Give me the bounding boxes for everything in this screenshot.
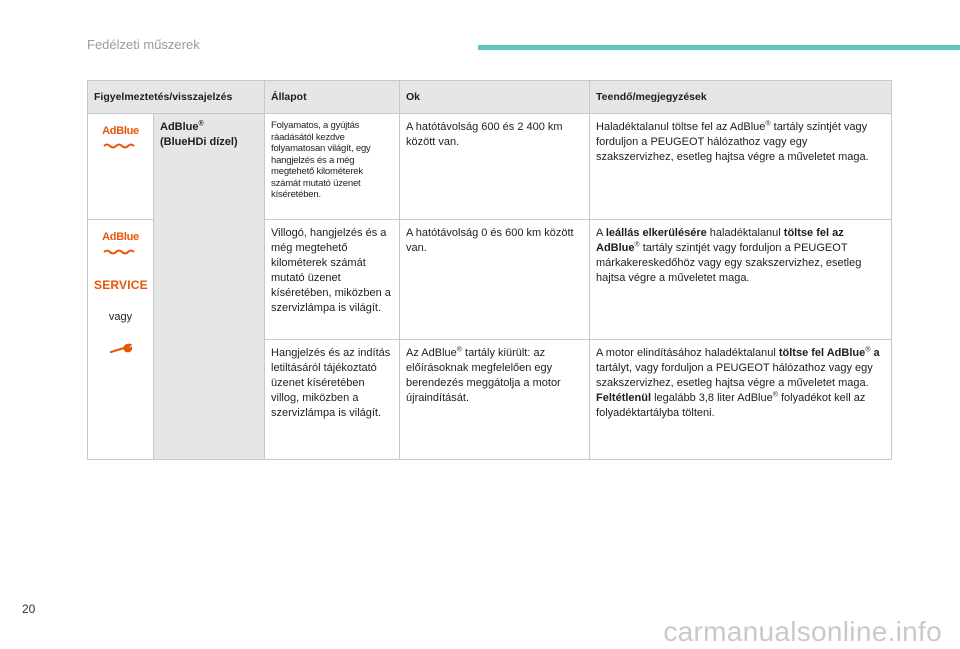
cause-cell: Az AdBlue® tartály kiürült: az előírásoknak megfelelően egy berendezés meggátolja a motor újraindítását. [400, 340, 590, 460]
state-cell: Hangjelzés és az indítás letiltásáról tájékoztató üzenet kíséretében villog, miközben a szervizlámpa is világít. [265, 340, 400, 460]
adblue-icon: AdBlue [102, 230, 139, 260]
table-header-row [88, 81, 892, 114]
adblue-icon: AdBlue [102, 124, 139, 154]
warning-subname: (BlueHDi dízel) [160, 136, 238, 148]
column-header-warning: Figyelmeztetés/visszajelzés [88, 81, 265, 114]
action-cell: A leállás elkerülésére haladéktalanul töltse fel az AdBlue® tartály szintjét vagy forduljon a PEUGEOT márkakereskedőhöz vagy egy szakszervizhez, esetleg hajtsa végre a műveletet maga. [590, 220, 892, 340]
page-number: 20 [22, 602, 36, 616]
warning-table [87, 80, 892, 460]
state-cell: Villogó, hangjelzés és a még megtehető kilométerek számát mutató üzenet kíséretében, miközben a szervizlámpa is világít. [265, 220, 400, 340]
wrench-icon [109, 343, 133, 360]
cause-cell: A hatótávolság 600 és 2 400 km között van. [400, 114, 590, 220]
title-accent-bar [478, 45, 960, 50]
service-icon: SERVICE [94, 278, 148, 292]
table-row [88, 114, 892, 220]
warning-name: AdBlue [160, 121, 199, 133]
state-cell: Folyamatos, a gyújtás ráadásától kezdve folyamatosan világít, egy hangjelzés és a még megtehető kilométerek számát mutató üzenet kíséretében. [265, 114, 400, 220]
action-cell: A motor elindításához haladéktalanul töltse fel AdBlue® a tartályt, vagy forduljon a PEUGEOT hálózathoz vagy egy szakszervizhez, esetleg hajtsa végre a műveletet maga. Feltétlenül legalább 3,8 liter AdBlue® folyadékot kell az folyadéktartályba tölteni. [590, 340, 892, 460]
icon-cell [88, 114, 154, 220]
or-label: vagy [108, 311, 133, 323]
column-header-state: Állapot [265, 81, 400, 114]
action-cell: Haladéktalanul töltse fel az AdBlue® tartály szintjét vagy forduljon a PEUGEOT hálózathoz vagy egy szakszervizhez, esetleg hajtsa végre a műveletet maga. [590, 114, 892, 220]
warning-name-cell: AdBlue® (BlueHDi dízel) [154, 114, 265, 460]
watermark: carmanualsonline.info [663, 616, 942, 647]
column-header-action: Teendő/megjegyzések [590, 81, 892, 114]
cause-cell: A hatótávolság 0 és 600 km között van. [400, 220, 590, 340]
section-title: Fedélzeti műszerek [87, 37, 200, 52]
icon-cell [88, 220, 154, 460]
column-header-cause: Ok [400, 81, 590, 114]
